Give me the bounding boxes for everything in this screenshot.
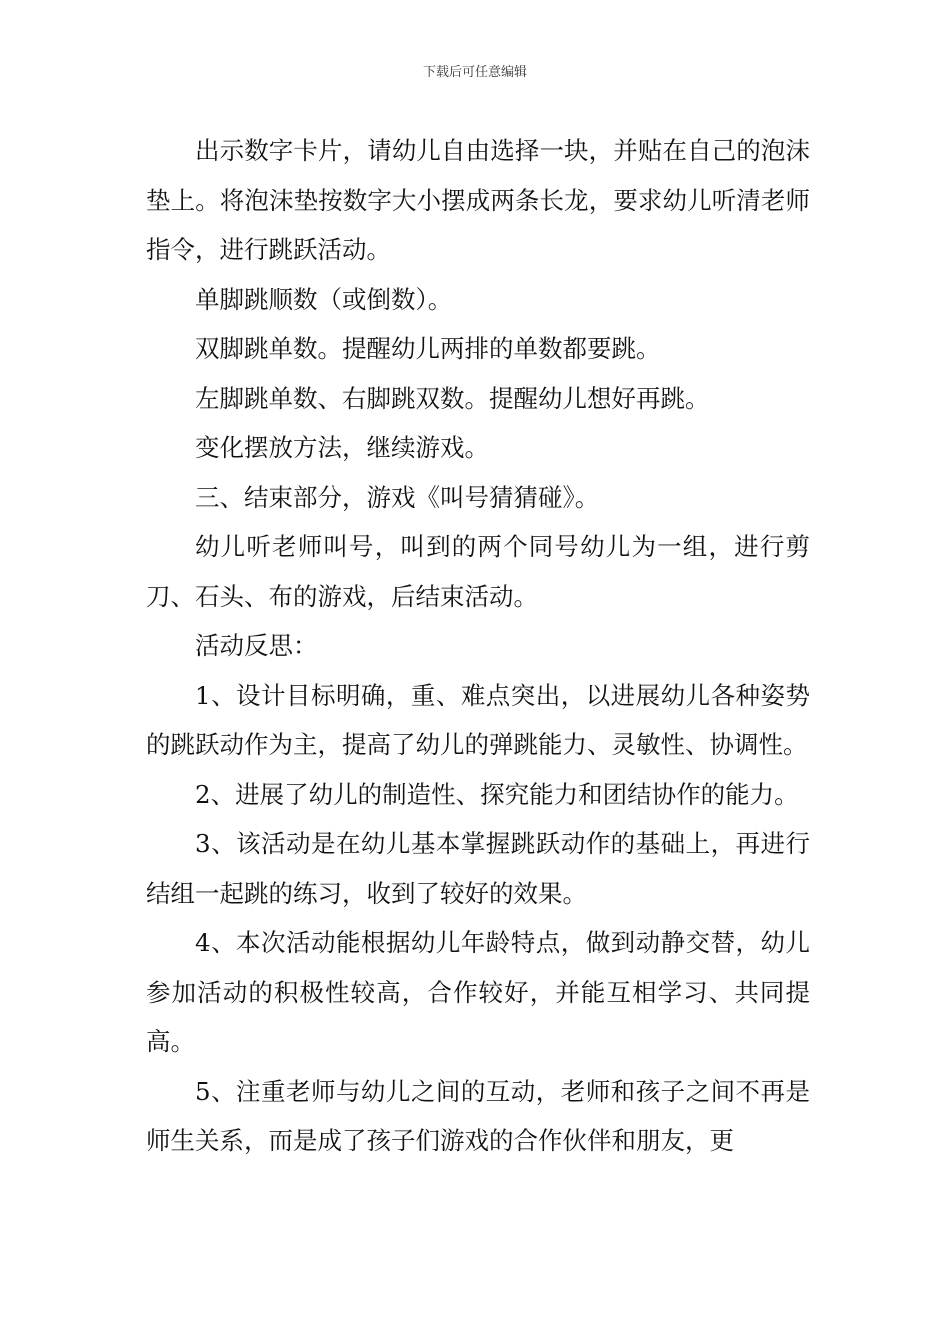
paragraph: 出示数字卡片，请幼儿自由选择一块，并贴在自己的泡沫垫上。将泡沫垫按数字大小摆成两条长龙，要求幼儿听清老师指令，进行跳跃活动。 bbox=[146, 136, 810, 264]
page-header: 下载后可任意编辑 bbox=[422, 65, 527, 80]
paragraph: 幼儿听老师叫号，叫到的两个同号幼儿为一组，进行剪刀、石头、布的游戏，后结束活动。 bbox=[146, 532, 810, 611]
reflection-item: 3、该活动是在幼儿基本掌握跳跃动作的基础上，再进行结组一起跳的练习，收到了较好的效果。 bbox=[146, 829, 810, 908]
reflection-item: 1、设计目标明确，重、难点突出，以进展幼儿各种姿势的跳跃动作为主，提高了幼儿的弹跳能力、灵敏性、协调性。 bbox=[146, 680, 810, 759]
reflection-item: 4、本次活动能根据幼儿年龄特点，做到动静交替，幼儿参加活动的积极性较高，合作较好，并能互相学习、共同提高。 bbox=[146, 928, 810, 1056]
paragraph: 左脚跳单数、右脚跳双数。提醒幼儿想好再跳。 bbox=[195, 383, 710, 413]
paragraph: 双脚跳单数。提醒幼儿两排的单数都要跳。 bbox=[195, 334, 661, 363]
document-body bbox=[146, 126, 810, 1166]
reflection-item: 2、进展了幼儿的制造性、探究能力和团结协作的能力。 bbox=[195, 779, 799, 809]
section-heading: 三、结束部分，游戏《叫号猜猜碰》。 bbox=[195, 482, 600, 512]
paragraph: 变化摆放方法，继续游戏。 bbox=[195, 433, 489, 462]
section-heading: 活动反思： bbox=[195, 631, 318, 660]
paragraph: 单脚跳顺数（或倒数）。 bbox=[195, 284, 453, 314]
reflection-item: 5、注重老师与幼儿之间的互动，老师和孩子之间不再是师生关系，而是成了孩子们游戏的合作伙伴和朋友，更 bbox=[146, 1076, 810, 1155]
